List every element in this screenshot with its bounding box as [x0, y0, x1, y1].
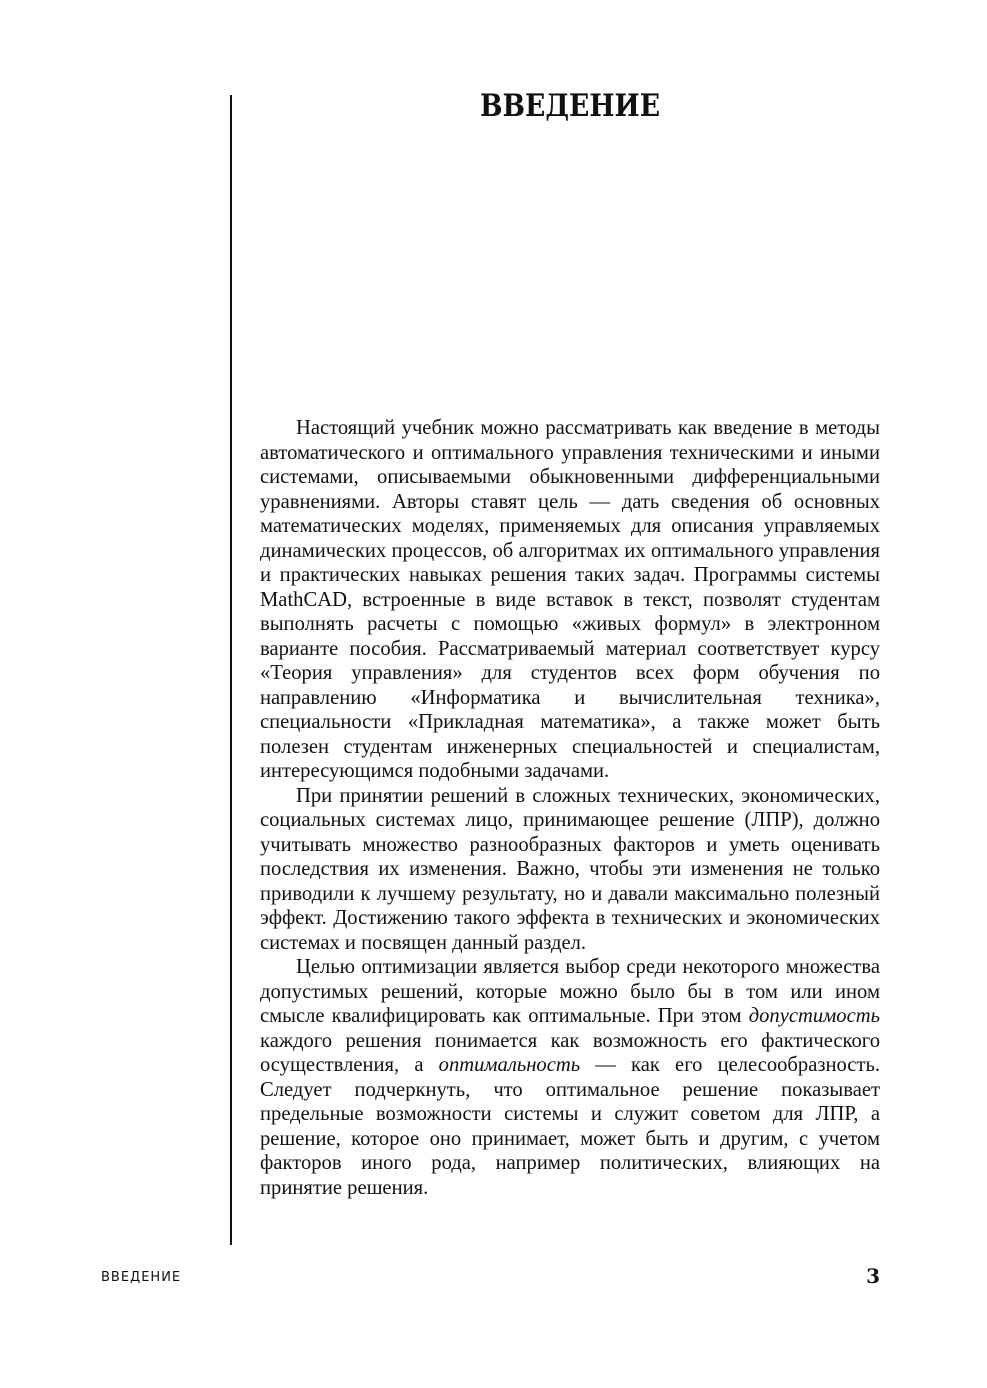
chapter-title: ВВЕДЕНИЕ [479, 88, 661, 124]
paragraph-3 [260, 955, 880, 1200]
paragraph-3-part-1: Целью оптимизации является выбор среди некоторого множества допустимых решений, которые можно было бы в том или ином смысле квалифицировать как оптимальные. При этом [260, 956, 880, 1027]
margin-rule [230, 95, 232, 1245]
paragraph-3-part-2: каждого решения понимается как возможность его фактического осуществления, а [260, 1029, 880, 1076]
paragraph-1: Настоящий учебник можно рассматривать как введение в методы автоматического и оптимального управления техническими и иными системами, описываемыми обыкновенными дифференциальными уравнениями. Авторы ставят цель — дать сведения об основных математических моделях, применяемых для описания управляемых динамических процессов, об алгоритмах их оптимального управления и практических навыках решения таких задач. Программы системы MathCAD, встроенные в виде вставок в текст, позволят студентам выполнять расчеты с помощью «живых формул» в электронном варианте пособия. Рассматриваемый материал соответствует курсу «Теория управления» для студентов всех форм обучения по направлению «Информатика и вычислительная техника», специальности «Прикладная математика», а также может быть полезен студентам инженерных специальностей и специалистам, интересующимся подобными задачами. [260, 417, 880, 782]
term-admissibility: допустимость [748, 1005, 880, 1027]
page-number: 3 [866, 1264, 880, 1288]
running-head: ВВЕДЕНИЕ [101, 1270, 182, 1285]
body-text [260, 416, 880, 1200]
paragraph-2: При принятии решений в сложных технических, экономических, социальных системах лицо, принимающее решение (ЛПР), должно учитывать множество разнообразных факторов и уметь оценивать последствия их изменения. Важно, чтобы эти изменения не только приводили к лучшему результату, но и давали максимально полезный эффект. Достижению такого эффекта в технических и экономических системах и посвящен данный раздел. [260, 784, 880, 954]
paragraph-3-part-3: — как его целесообразность. Следует подчеркнуть, что оптимальное решение показывает предельные возможности системы и служит советом для ЛПР, а решение, которое оно принимает, может быть и другим, с учетом факторов иного рода, например политических, влияющих на принятие решения. [260, 1054, 880, 1199]
term-optimality: оптимальность [438, 1054, 581, 1076]
